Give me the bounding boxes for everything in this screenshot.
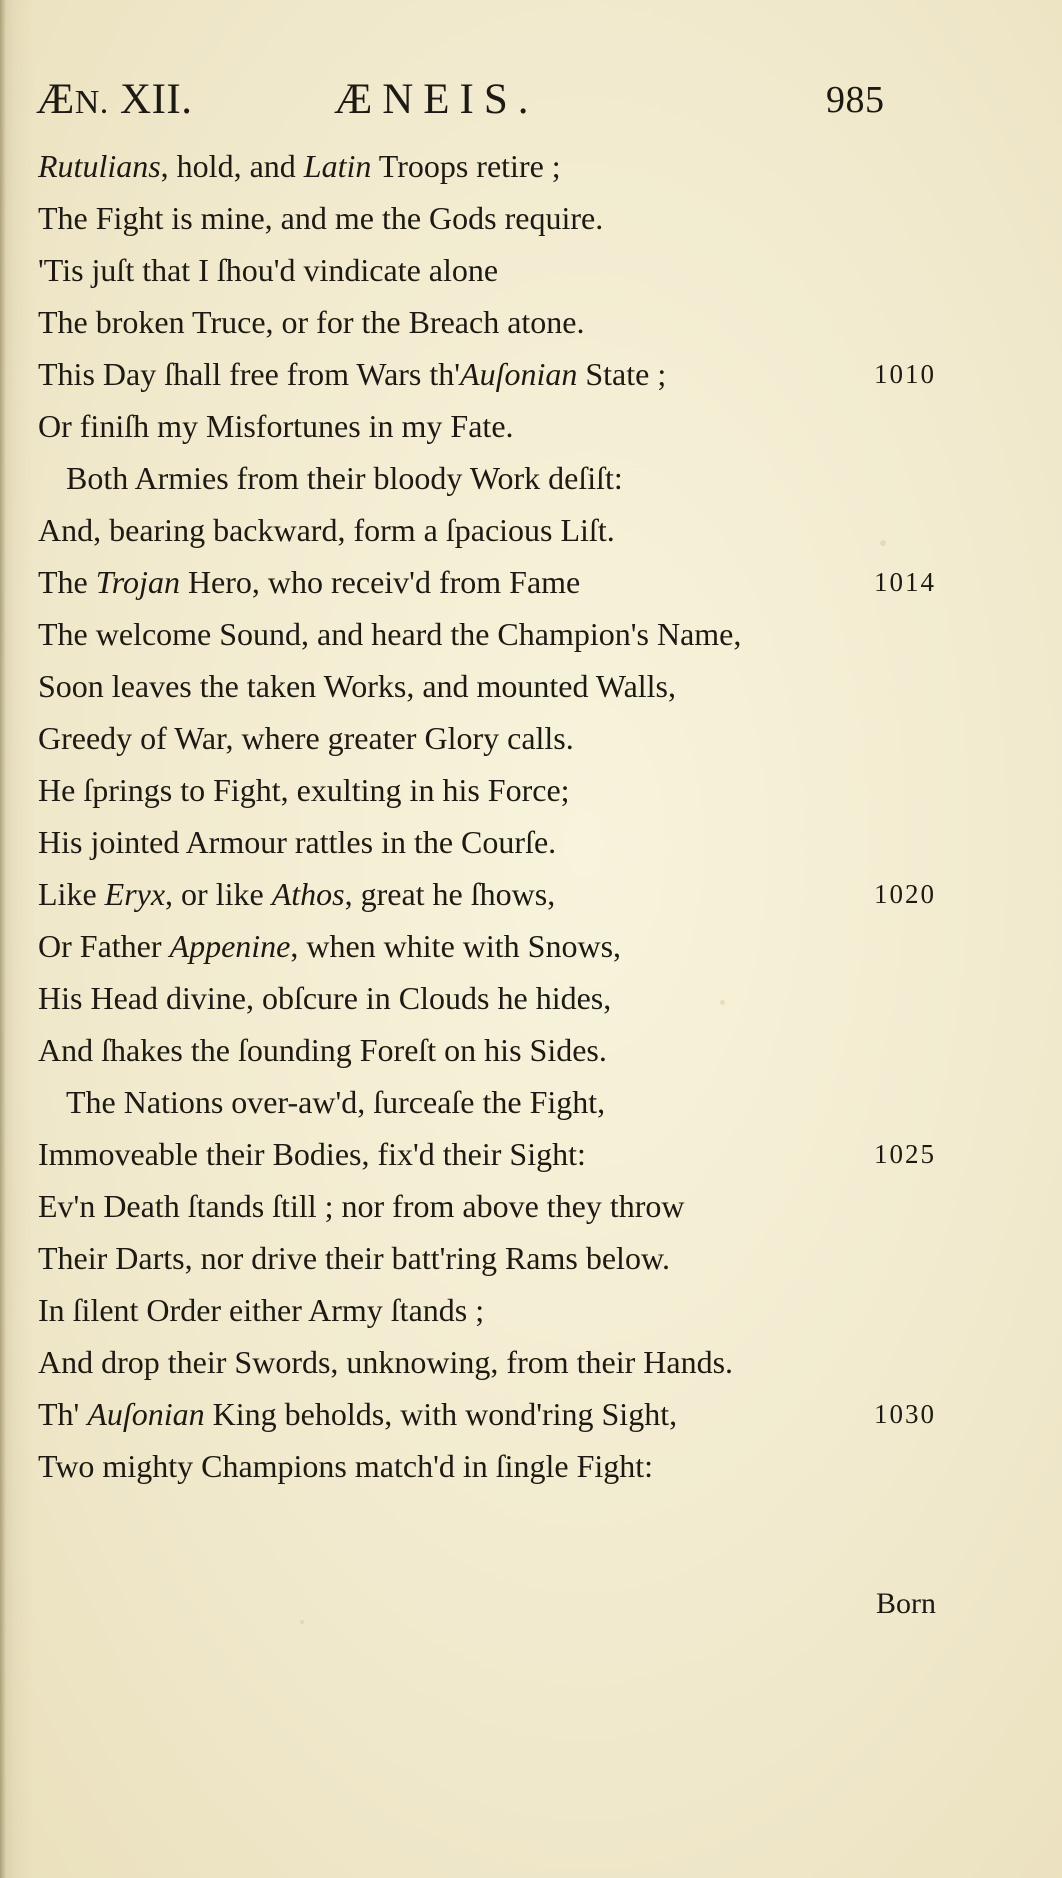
verse-line-text <box>38 876 555 912</box>
verse-line <box>38 1284 958 1336</box>
verse-text: Soon leaves the taken Works, and mounted Walls, <box>38 668 676 704</box>
verse-line <box>38 1024 958 1076</box>
verse-line <box>38 712 958 764</box>
verse-text: , or like <box>165 876 272 912</box>
verse-line <box>38 1232 958 1284</box>
verse-line-text <box>38 564 580 600</box>
verse-text: Troops retire ; <box>371 148 561 184</box>
verse-line <box>38 660 958 712</box>
catchword: Born <box>876 1587 936 1620</box>
verse-text: His jointed Armour rattles in the Courſe. <box>38 824 557 860</box>
italic-name: Trojan <box>95 564 180 600</box>
verse-line <box>38 816 958 868</box>
italic-name: Latin <box>303 148 372 184</box>
verse-line <box>38 608 958 660</box>
verse-line <box>38 348 958 400</box>
verse-line-text <box>38 1188 685 1224</box>
verse-text: The <box>38 564 96 600</box>
verse-line-text <box>38 616 741 652</box>
verse-text: Ev'n Death ſtands ſtill ; nor from above they throw <box>38 1188 685 1224</box>
verse-text: , hold, and <box>160 148 304 184</box>
verse-line <box>38 1180 958 1232</box>
verse-line-text <box>38 356 666 392</box>
line-number: 1020 <box>874 879 936 909</box>
verse-text: The welcome Sound, and heard the Champion's Name, <box>38 616 742 652</box>
book-prefix-small: N. <box>74 84 109 121</box>
verse-text: Hero, who receiv'd from Fame <box>179 564 581 600</box>
verse-line-text <box>38 1136 586 1172</box>
verse-text: This Day ſhall free from Wars th' <box>38 356 461 392</box>
verse-line-text <box>38 824 556 860</box>
verse-text: Greedy of War, where greater Glory calls. <box>38 720 574 756</box>
line-number: 1025 <box>874 1139 936 1169</box>
page-number: 985 <box>826 79 885 121</box>
verse-line-text <box>38 1032 607 1068</box>
verse-text: And drop their Swords, unknowing, from their Hands. <box>38 1344 734 1380</box>
verse-line <box>38 244 958 296</box>
line-number: 1030 <box>874 1399 936 1429</box>
verse-line <box>38 1128 958 1180</box>
verse-text: , great he ſhows, <box>344 876 556 912</box>
verse-text: He ſprings to Fight, exulting in his Force; <box>38 772 570 808</box>
verse-text: Their Darts, nor drive their batt'ring Rams below. <box>38 1240 670 1276</box>
verse-line <box>38 400 958 452</box>
verse-text: Both Armies from their bloody Work deſiſt: <box>66 460 623 496</box>
verse-text: The broken Truce, or for the Breach atone. <box>38 304 585 340</box>
verse-text: Or Father <box>38 928 170 964</box>
verse-text: , when white with Snows, <box>290 928 622 964</box>
verse-line <box>38 140 958 192</box>
verse-text: Th' <box>38 1396 88 1432</box>
verse-line-text <box>38 928 621 964</box>
running-header <box>36 70 936 130</box>
verse-text: Two mighty Champions match'd in ſingle Fight: <box>38 1448 654 1484</box>
running-title: ÆNEIS. <box>334 76 539 123</box>
verse-line <box>38 1440 958 1492</box>
verse-line-text <box>38 1448 653 1484</box>
italic-name: Auſonian <box>460 356 578 392</box>
verse-text: Or finiſh my Misfortunes in my Fate. <box>38 408 514 444</box>
verse-line-text <box>38 1292 484 1328</box>
verse-line-text <box>38 1344 733 1380</box>
book-roman-numeral: XII. <box>120 76 193 123</box>
verse-line-text <box>38 1396 677 1432</box>
verse-line-text <box>66 460 623 496</box>
verse-text: Like <box>38 876 105 912</box>
verse-line <box>38 868 958 920</box>
paper-spot <box>300 1620 304 1624</box>
verse-line <box>38 1336 958 1388</box>
verse-text: King beholds, with wond'ring Sight, <box>204 1396 678 1432</box>
italic-name: Auſonian <box>87 1396 205 1432</box>
verse-text: State ; <box>577 356 667 392</box>
verse-line-text <box>38 980 611 1016</box>
verse-line-text <box>38 1240 670 1276</box>
verse-line-text <box>38 148 561 184</box>
verse-line <box>38 192 958 244</box>
verse-line <box>38 452 958 504</box>
verse-text: The Fight is mine, and me the Gods require. <box>38 200 604 236</box>
line-number: 1010 <box>874 359 936 389</box>
verse-line <box>38 1388 958 1440</box>
italic-name: Athos <box>271 876 345 912</box>
verse-line <box>38 764 958 816</box>
verse-line-text <box>38 668 676 704</box>
book-prefix: Æ <box>36 76 75 123</box>
page-gutter <box>0 0 6 1878</box>
italic-name: Rutulians <box>38 148 161 184</box>
verse-line-text <box>66 1084 605 1120</box>
verse-lines <box>38 140 958 1492</box>
verse-line-text <box>38 512 615 548</box>
verse-line-text <box>38 720 574 756</box>
verse-line <box>38 972 958 1024</box>
verse-line <box>38 556 958 608</box>
verse-line <box>38 296 958 348</box>
verse-text: And, bearing backward, form a ſpacious Liſt. <box>38 512 615 548</box>
italic-name: Appenine <box>169 928 291 964</box>
verse-text: Immoveable their Bodies, fix'd their Sight: <box>38 1136 586 1172</box>
verse-line-text <box>38 772 570 808</box>
verse-line-text <box>38 304 584 340</box>
verse-line-text <box>38 408 514 444</box>
book-number <box>36 70 193 133</box>
line-number: 1014 <box>874 567 936 597</box>
verse-line <box>38 920 958 972</box>
verse-text: In ſilent Order either Army ſtands ; <box>38 1292 485 1328</box>
verse-text: The Nations over-aw'd, ſurceaſe the Fight, <box>66 1084 606 1120</box>
verse-line-text <box>38 252 498 288</box>
verse-text: His Head divine, obſcure in Clouds he hides, <box>38 980 612 1016</box>
verse-text: 'Tis juſt that I ſhou'd vindicate alone <box>38 252 499 288</box>
verse-line-text <box>38 200 603 236</box>
verse-line <box>38 1076 958 1128</box>
verse-line <box>38 504 958 556</box>
italic-name: Eryx <box>104 876 166 912</box>
verse-text: And ſhakes the ſounding Foreſt on his Sides. <box>38 1032 607 1068</box>
